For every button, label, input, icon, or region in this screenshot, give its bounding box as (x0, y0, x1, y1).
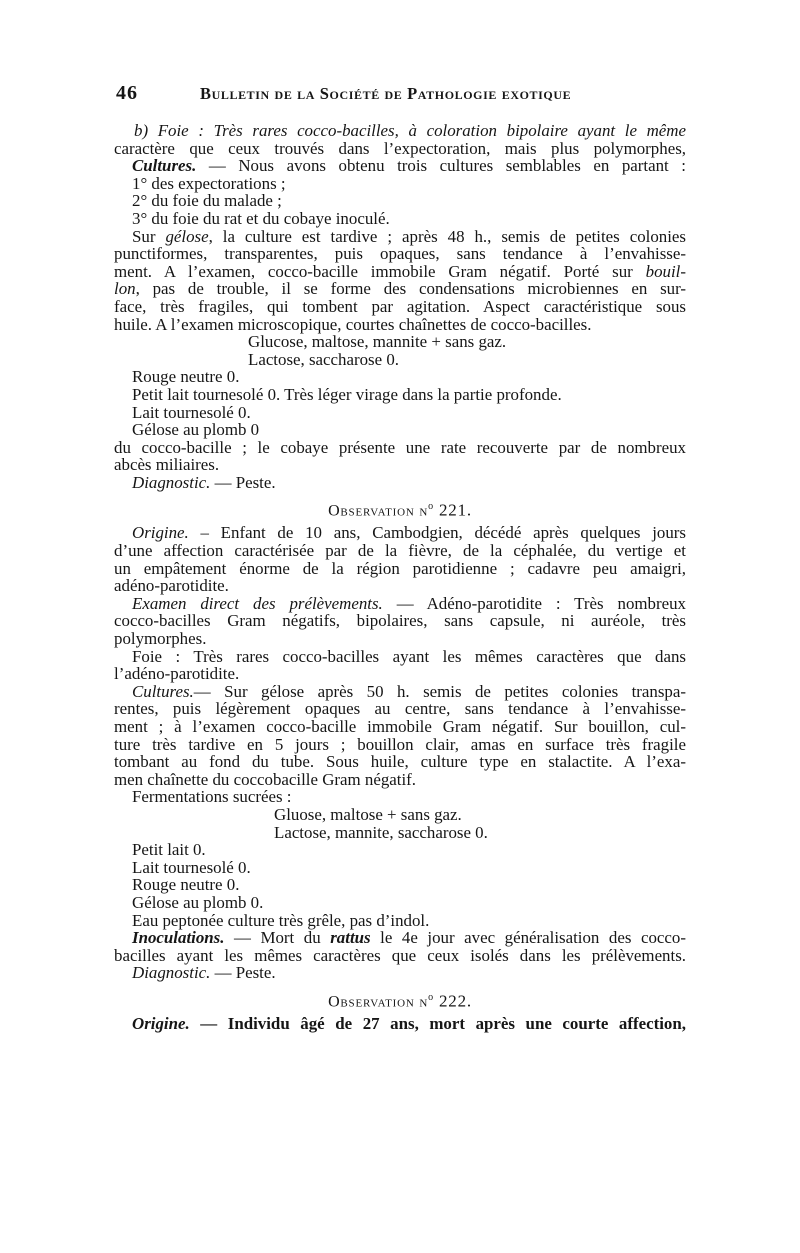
text-line: d’une affection caractérisée par de la fièvre, de la céphalée, du vertige et (114, 541, 686, 561)
text-line: 1° des expectorations ; (132, 173, 286, 193)
text-line: Lactose, saccharose 0. (248, 349, 400, 369)
text-run: — Peste. (210, 963, 276, 983)
text-line: ment ; à l’examen cocco-bacille immobile Gram négatif. Sur bouillon, cul- (114, 717, 686, 736)
text-line: Lait tournesolé 0. (132, 402, 251, 422)
run-in-heading: Origine. (132, 1013, 190, 1033)
text-line (114, 263, 686, 281)
observation-heading (114, 491, 686, 524)
text-line (114, 683, 686, 701)
text-run: , la culture est tardive ; après 48 h., semis de petites colonies (208, 226, 687, 246)
text-line: abcès miliaires. (114, 455, 220, 475)
text-line (114, 595, 686, 613)
text-line (114, 157, 686, 175)
text-line: l’adéno-parotidite. (114, 664, 240, 684)
run-in-heading: Diagnostic. (132, 472, 211, 492)
text-run: — Mort du (224, 928, 331, 948)
heading-label: Observation n (328, 503, 429, 521)
text-line: tombant au fond du tube. Sous huile, culture type en stalactite. A l’exa- (114, 752, 686, 772)
text-run: , pas de trouble, il se forme des condensations microbiennes en sur- (135, 279, 686, 299)
run-in-heading: Examen direct des prélèvements. (132, 593, 383, 613)
text-line: Gluose, maltose + sans gaz. (274, 804, 462, 824)
text-line: men chaînette du coccobacille Gram négatif. (114, 769, 417, 789)
text-line: du cocco-bacille ; le cobaye présente une rate recouverte par de nombreux (114, 437, 686, 457)
text-run: — Individu âgé de 27 ans, mort après une courte affection, (189, 1013, 686, 1033)
text-line: 2° du foie du malade ; (132, 191, 282, 211)
text-line: rentes, puis légèrement opaques au centre, sans tendance à l’envahisse- (114, 699, 686, 719)
run-in-heading: Cultures. (132, 156, 197, 176)
text-line: adéno-parotidite. (114, 576, 229, 596)
text-line: Rouge neutre 0. (132, 875, 240, 895)
text-line: bacilles ayant les mêmes caractères que ceux isolés dans les prélèvements. (114, 945, 686, 965)
text-line: face, très fragiles, qui tombent par agitation. Aspect caractéristique sous (114, 296, 686, 316)
text-run: — Adéno-parotidite : Très nombreux (382, 593, 687, 613)
heading-sup: o (428, 501, 434, 513)
text-run: Sur (132, 226, 166, 246)
text-line (114, 1015, 686, 1033)
text-line (114, 122, 686, 140)
text-run: — Sur gélose après 50 h. semis de petites colonies transpa- (193, 681, 686, 701)
text-run: rattus (330, 928, 371, 948)
text-line (114, 964, 686, 982)
page-number: 46 (116, 82, 138, 104)
text-line: un empâtement énorme de la région parotidienne ; cadavre peu amaigri, (114, 558, 686, 578)
text-line: Gélose au plomb 0. (132, 892, 264, 912)
text-run: le 4e jour avec généralisation des cocco- (370, 928, 686, 948)
text-run: ment. A l’examen, cocco-bacille immobile Gram négatif. Porté sur (114, 261, 646, 281)
text-line: huile. A l’examen microscopique, courtes chaînettes de cocco-bacilles. (114, 314, 592, 334)
text-line: Fermentations sucrées : (132, 787, 292, 807)
heading-number: 221. (433, 501, 472, 521)
text-line: Eau peptonée culture très grêle, pas d’indol. (132, 910, 430, 930)
page-body (114, 122, 686, 1033)
text-line: Gélose au plomb 0 (132, 420, 260, 440)
text-line: cocco-bacilles Gram négatifs, bipolaires, sans capsule, ni auréole, très (114, 611, 686, 631)
text-line: b) Foie : Très rares cocco-bacilles, à coloration bipolaire ayant le même (134, 121, 686, 140)
text-run: bouil- (645, 261, 686, 281)
page-header (116, 82, 686, 106)
text-run: — Peste. (210, 472, 276, 492)
text-line: Petit lait tournesolé 0. Très léger virage dans la partie profonde. (132, 384, 562, 404)
text-line: Petit lait 0. (132, 840, 206, 860)
run-in-heading: Origine. (132, 523, 189, 543)
text-line: Glucose, maltose, mannite + sans gaz. (248, 332, 507, 352)
heading-label: Observation n (328, 993, 429, 1011)
observation-heading (114, 982, 686, 1015)
text-line: Rouge neutre 0. (132, 367, 240, 387)
text-run: — Nous avons obtenu trois cultures semblables en partant : (196, 156, 686, 176)
heading-sup: o (428, 991, 434, 1003)
text-run: lon (114, 279, 136, 299)
heading-number: 222. (433, 991, 472, 1011)
text-line: Lait tournesolé 0. (132, 857, 251, 877)
text-line: caractère que ceux trouvés dans l’expectoration, mais plus polymorphes, (114, 138, 686, 158)
text-line: punctiformes, transparentes, puis opaques, sans tendance à l’envahisse- (114, 244, 686, 264)
text-line (114, 524, 686, 542)
text-line: polymorphes. (114, 629, 207, 649)
text-line (114, 474, 686, 492)
text-run: – Enfant de 10 ans, Cambodgien, décédé après quelques jours (188, 523, 686, 543)
run-in-heading: Inoculations. (132, 928, 225, 948)
text-line (114, 228, 686, 246)
running-head: Bulletin de la Société de Pathologie exotique (200, 84, 572, 103)
text-line: Lactose, mannite, saccharose 0. (274, 822, 488, 842)
text-line (114, 929, 686, 947)
text-line: 3° du foie du rat et du cobaye inoculé. (132, 208, 390, 228)
text-line: ture très tardive en 5 jours ; bouillon clair, amas en surface très fragile (114, 734, 686, 754)
run-in-heading: Cultures. (132, 681, 194, 701)
text-run: gélose (165, 226, 209, 246)
text-line: Foie : Très rares cocco-bacilles ayant les mêmes caractères que dans (132, 646, 686, 666)
run-in-heading: Diagnostic. (132, 963, 211, 983)
text-line (114, 280, 686, 298)
